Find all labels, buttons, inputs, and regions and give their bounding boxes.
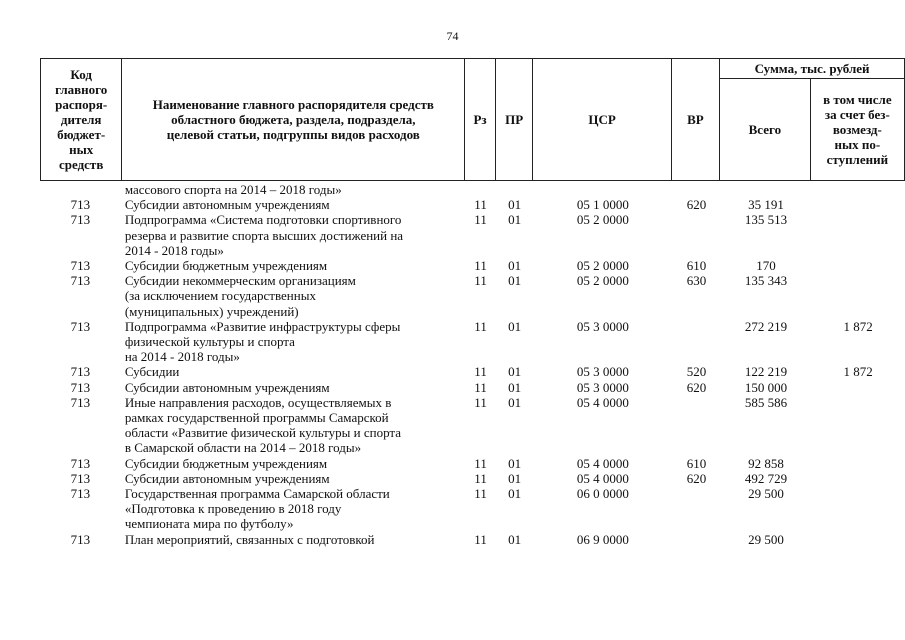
- cell-incl: [811, 212, 905, 258]
- cell-csr: 05 2 0000: [576, 258, 629, 274]
- cell-csr: 06 9 0000: [576, 531, 629, 547]
- table-row: [40, 532, 905, 547]
- cell-rz: [465, 182, 496, 197]
- cell-pr: 01: [508, 273, 522, 289]
- table-row: [40, 212, 905, 258]
- cell-name: [121, 471, 465, 486]
- cell-vr: [672, 486, 720, 532]
- cell-incl: [811, 380, 905, 395]
- cell-incl: [811, 197, 905, 212]
- name-line: физической культуры и спорта: [124, 334, 295, 350]
- cell-rz: 11: [474, 197, 487, 213]
- cell-csr: 05 3 0000: [576, 364, 629, 380]
- cell-pr: 01: [508, 394, 522, 410]
- name-line: Субсидии автономным учреждениям: [124, 379, 330, 395]
- cell-pr: 01: [508, 212, 522, 228]
- header-code: Код главного распоря- дителя бюджет- ных средств: [41, 59, 122, 181]
- name-line: План мероприятий, связанных с подготовкой: [124, 531, 375, 547]
- header-name: Наименование главного распорядителя средств областного бюджета, раздела, подраздела, целевой статьи, подгруппы видов расходов: [122, 59, 465, 181]
- cell-pr: 01: [508, 197, 522, 213]
- cell-rz: 11: [474, 212, 487, 228]
- name-line: (за исключением государственных: [124, 288, 316, 304]
- cell-vr: 630: [686, 273, 707, 289]
- cell-name: [121, 197, 465, 212]
- table-row: [40, 456, 905, 471]
- name-line: Подпрограмма «Система подготовки спортивного: [124, 212, 402, 228]
- cell-csr: 05 1 0000: [576, 197, 629, 213]
- cell-total: [721, 182, 812, 197]
- cell-code: 713: [70, 531, 91, 547]
- name-line: Иные направления расходов, осуществляемых в: [124, 394, 392, 410]
- cell-total: 150 000: [744, 379, 788, 395]
- name-line: чемпионата мира по футболу»: [124, 516, 294, 532]
- header-total: Всего: [720, 79, 811, 181]
- cell-pr: 01: [508, 486, 522, 502]
- cell-csr: 05 3 0000: [576, 379, 629, 395]
- header-incl: в том числе за счет без- возмезд- ных по- ступлений: [810, 79, 904, 181]
- name-line: Государственная программа Самарской области: [124, 486, 390, 502]
- cell-rz: 11: [474, 470, 487, 486]
- name-line: Субсидии бюджетным учреждениям: [124, 258, 328, 274]
- cell-total: 135 513: [744, 212, 788, 228]
- cell-incl: [811, 532, 905, 547]
- cell-pr: 01: [508, 455, 522, 471]
- header-rz: Рз: [465, 59, 496, 181]
- table-header: [40, 58, 905, 181]
- cell-csr: 05 4 0000: [576, 394, 629, 410]
- cell-code: 713: [70, 394, 91, 410]
- cell-code: 713: [70, 364, 91, 380]
- cell-vr: 620: [686, 197, 707, 213]
- name-line: Субсидии бюджетным учреждениям: [124, 455, 328, 471]
- name-line: Субсидии некоммерческим организациям: [124, 273, 356, 289]
- table-row: [40, 380, 905, 395]
- name-line: в Самарской области на 2014 – 2018 годы»: [124, 440, 362, 456]
- cell-name: [121, 380, 465, 395]
- cell-pr: 01: [508, 318, 522, 334]
- cell-name: [121, 319, 465, 365]
- cell-csr: 05 2 0000: [576, 212, 629, 228]
- table-body: [40, 182, 905, 547]
- header-sum-group: Сумма, тыс. рублей: [720, 59, 905, 79]
- header-vr: ВР: [671, 59, 719, 181]
- cell-total: 92 858: [748, 455, 784, 471]
- cell-rz: 11: [474, 486, 487, 502]
- name-line: Субсидии: [124, 364, 180, 380]
- cell-vr: [672, 212, 720, 258]
- cell-total: 492 729: [744, 470, 788, 486]
- name-line: Подпрограмма «Развитие инфраструктуры сферы: [124, 318, 401, 334]
- cell-csr: 05 2 0000: [576, 273, 629, 289]
- header-csr: ЦСР: [533, 59, 671, 181]
- cell-incl: [811, 273, 905, 319]
- cell-vr: 520: [686, 364, 707, 380]
- cell-rz: 11: [474, 531, 487, 547]
- cell-rz: 11: [474, 258, 487, 274]
- cell-incl: [811, 182, 905, 197]
- header-pr: ПР: [495, 59, 533, 181]
- cell-pr: 01: [508, 364, 522, 380]
- cell-incl: 1 872: [843, 318, 873, 334]
- cell-pr: 01: [508, 470, 522, 486]
- cell-name: [121, 395, 465, 456]
- cell-rz: 11: [474, 455, 487, 471]
- cell-rz: 11: [474, 318, 487, 334]
- cell-vr: 620: [686, 470, 707, 486]
- cell-csr: 05 4 0000: [576, 470, 629, 486]
- cell-incl: [811, 471, 905, 486]
- cell-rz: 11: [474, 364, 487, 380]
- cell-code: 713: [70, 470, 91, 486]
- cell-incl: [811, 258, 905, 273]
- cell-incl: [811, 456, 905, 471]
- cell-name: [121, 212, 465, 258]
- cell-vr: [672, 182, 720, 197]
- cell-vr: [672, 532, 720, 547]
- cell-csr: 06 0 0000: [576, 486, 629, 502]
- cell-code: 713: [70, 212, 91, 228]
- cell-code: 713: [70, 486, 91, 502]
- cell-rz: 11: [474, 273, 487, 289]
- cell-total: 29 500: [748, 531, 784, 547]
- name-line: рамках государственной программы Самарской: [124, 410, 389, 426]
- cell-total: 122 219: [744, 364, 788, 380]
- table-row: [40, 395, 905, 456]
- cell-vr: 620: [686, 379, 707, 395]
- cell-incl: [811, 486, 905, 532]
- cell-pr: 01: [508, 258, 522, 274]
- table-row: [40, 182, 905, 197]
- cell-name: [121, 182, 465, 197]
- page-number: 74: [446, 29, 459, 43]
- cell-pr: 01: [508, 379, 522, 395]
- cell-vr: [672, 319, 720, 365]
- cell-code: 713: [70, 273, 91, 289]
- cell-csr: [533, 182, 672, 197]
- cell-code: 713: [70, 197, 91, 213]
- cell-name: [121, 273, 465, 319]
- cell-pr: [496, 182, 534, 197]
- cell-vr: [672, 395, 720, 456]
- cell-total: 585 586: [744, 394, 788, 410]
- name-line: Субсидии автономным учреждениям: [124, 197, 330, 213]
- cell-total: 29 500: [748, 486, 784, 502]
- cell-name: [121, 364, 465, 379]
- name-line: Субсидии автономным учреждениям: [124, 470, 330, 486]
- cell-pr: 01: [508, 531, 522, 547]
- cell-name: [121, 258, 465, 273]
- cell-code: 713: [70, 379, 91, 395]
- cell-vr: 610: [686, 258, 707, 274]
- cell-total: 135 343: [744, 273, 788, 289]
- cell-name: [121, 486, 465, 532]
- cell-csr: 05 4 0000: [576, 455, 629, 471]
- table-row: [40, 364, 905, 379]
- table-row: [40, 258, 905, 273]
- cell-name: [121, 456, 465, 471]
- cell-incl: 1 872: [843, 364, 873, 380]
- cell-incl: [811, 395, 905, 456]
- table-row: [40, 486, 905, 532]
- table-row: [40, 273, 905, 319]
- name-line: «Подготовка к проведению в 2018 году: [124, 501, 342, 517]
- name-line: резерва и развитие спорта высших достижений на: [124, 227, 404, 243]
- cell-total: 35 191: [748, 197, 784, 213]
- name-line: 2014 - 2018 годы»: [124, 242, 224, 258]
- cell-code: 713: [70, 258, 91, 274]
- name-line: (муниципальных) учреждений): [124, 303, 299, 319]
- cell-code: 713: [70, 455, 91, 471]
- cell-rz: 11: [474, 379, 487, 395]
- cell-name: [121, 532, 465, 547]
- name-line: на 2014 - 2018 годы»: [124, 349, 240, 365]
- name-line: области «Развитие физической культуры и спорта: [124, 425, 402, 441]
- table-row: [40, 471, 905, 486]
- name-line: массового спорта на 2014 – 2018 годы»: [124, 182, 342, 197]
- table-row: [40, 197, 905, 212]
- cell-total: 272 219: [744, 318, 788, 334]
- table-row: [40, 319, 905, 365]
- cell-code: 713: [70, 318, 91, 334]
- cell-code: [40, 182, 121, 197]
- cell-total: 170: [756, 258, 776, 274]
- cell-vr: 610: [686, 455, 707, 471]
- cell-rz: 11: [474, 394, 487, 410]
- cell-csr: 05 3 0000: [576, 318, 629, 334]
